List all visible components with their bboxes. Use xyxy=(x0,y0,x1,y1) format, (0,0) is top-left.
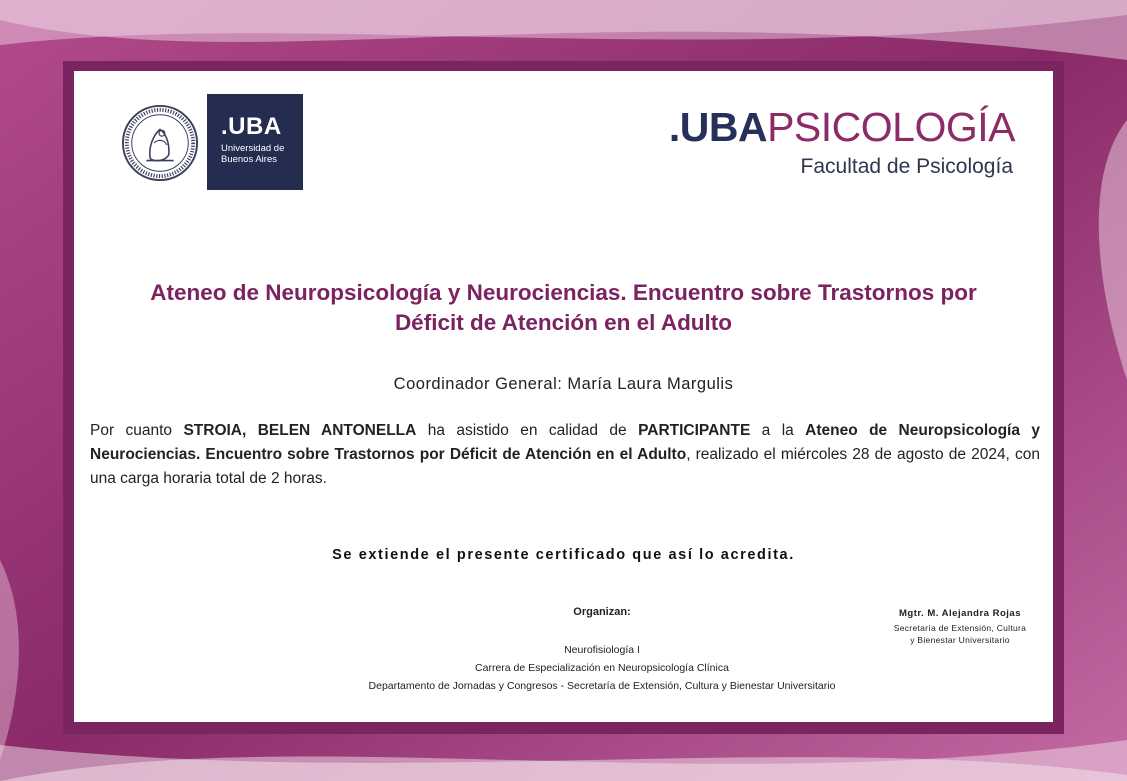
signer-role-1: Secretaría de Extensión, Cultura xyxy=(893,623,1027,633)
body-middle: ha asistido en calidad de xyxy=(416,422,639,439)
organizer-item: Neurofisiología I xyxy=(564,644,640,656)
body-to: a la xyxy=(750,422,806,439)
signer-name: Mgtr. M. Alejandra Rojas xyxy=(899,608,1021,619)
university-seal-icon xyxy=(121,104,199,182)
faculty-brand-logo xyxy=(669,104,1015,179)
uba-logo-sub-1: Universidad de xyxy=(221,143,285,154)
signer-role-2: y Bienestar Universitario xyxy=(910,635,1010,645)
body-prefix: Por cuanto xyxy=(90,422,184,439)
signer-block xyxy=(860,608,1060,646)
organizer-item: Departamento de Jornadas y Congresos - Secretaría de Extensión, Cultura y Bienestar Universitario xyxy=(368,680,836,692)
title-line-1: Ateneo de Neuropsicología y Neurociencias. Encuentro sobre Trastornos por xyxy=(150,280,977,305)
organizers-heading: Organizan: xyxy=(573,606,631,618)
event-name: Ateneo de Neuropsicología y Neurociencias. Encuentro sobre Trastornos por Déficit de Atención en el Adulto xyxy=(90,422,1040,463)
title-line-2: Déficit de Atención en el Adulto xyxy=(394,310,733,335)
brand-faculty: Facultad de Psicología xyxy=(800,155,1013,178)
brand-uba: .UBA xyxy=(668,104,768,150)
brand-psicologia: PSICOLOGÍA xyxy=(767,104,1015,150)
certificate-title xyxy=(74,278,1053,338)
brand-wordmark xyxy=(669,104,1015,150)
uba-logo-mark: .UBA xyxy=(221,113,282,140)
uba-logo-sub-2: Buenos Aires xyxy=(221,154,277,165)
body-suffix: , realizado el miércoles 28 de agosto de 2024, con una carga horaria total de 2 horas. xyxy=(90,446,1040,487)
certificate-body xyxy=(90,419,1040,491)
participant-name: STROIA, BELEN ANTONELLA xyxy=(183,422,417,439)
participant-role: PARTICIPANTE xyxy=(638,422,751,439)
coordinator-line: Coordinador General: María Laura Margulis xyxy=(393,375,734,393)
uba-logo xyxy=(207,94,303,190)
organizer-item: Carrera de Especialización en Neuropsicología Clínica xyxy=(475,662,729,674)
certification-statement: Se extiende el presente certificado que así lo acredita. xyxy=(332,547,795,563)
organizers-list xyxy=(262,641,942,695)
